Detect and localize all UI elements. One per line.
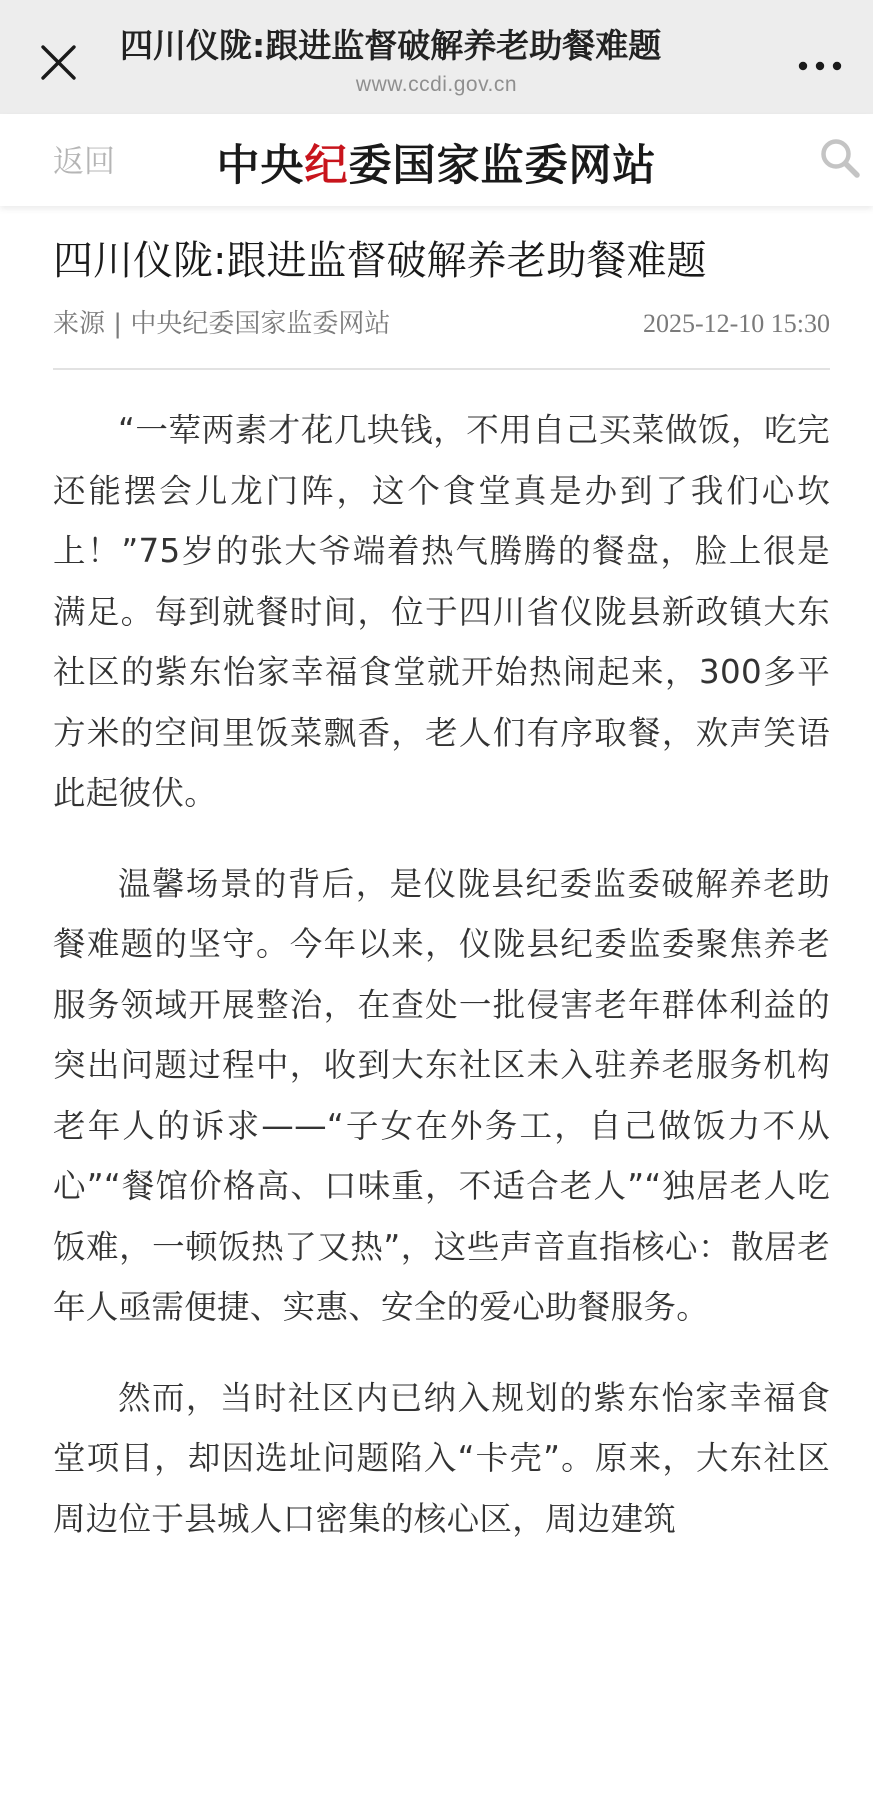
page-title-container: [120, 26, 730, 66]
article-paragraph: 温馨场景的背后，是仪陇县纪委监委破解养老助餐难题的坚守。今年以来，仪陇县纪委监委聚焦养老服务领域开展整治，在查处一批侵害老年群体利益的突出问题过程中，收到大东社区未入驻养老服务机构老年人的诉求——“子女在外务工，自己做饭力不从心”“餐馆价格高、口味重，不适合老人”“独居老人吃饭难，一顿饭热了又热”，这些声音直指核心：散居老年人亟需便捷、实惠、安全的爱心助餐服务。: [53, 864, 830, 1326]
article-paragraph: “一荤两素才花几块钱，不用自己买菜做饭，吃完还能摆会儿龙门阵，这个食堂真是办到了我们心坎上！”75岁的张大爷端着热气腾腾的餐盘，脸上很是满足。每到就餐时间，位于四川省仪陇县新政镇大东社区的紫东怡家幸福食堂就开始热闹起来，300多平方米的空间里饭菜飘香，老人们有序取餐，欢声笑语此起彼伏。: [53, 411, 830, 812]
divider: [53, 368, 830, 370]
article-meta: [53, 304, 830, 344]
source-name: 中央纪委国家监委网站: [130, 309, 391, 339]
article-title: 四川仪陇:跟进监督破解养老助餐难题: [53, 238, 707, 284]
page-url: www.ccdi.gov.cn: [355, 73, 518, 96]
more-options-button[interactable]: [796, 54, 846, 78]
back-link[interactable]: 返回: [53, 144, 115, 180]
site-logo[interactable]: [0, 132, 873, 193]
search-icon: [818, 136, 862, 180]
article: [53, 206, 830, 1579]
search-button[interactable]: [818, 136, 862, 180]
article-paragraph: 然而，当时社区内已纳入规划的紫东怡家幸福食堂项目，却因选址问题陷入“卡壳”。原来，大东社区周边位于县城人口密集的核心区，周边建筑: [53, 1378, 830, 1538]
page-title: 四川仪陇:跟进监督破解养老助餐难题: [120, 26, 662, 65]
source-label: 来源: [53, 309, 106, 339]
article-source: [53, 304, 390, 344]
site-logo-part1: 中央: [216, 141, 305, 191]
site-logo-part2: 委国家监委网站: [348, 141, 657, 191]
site-logo-accent: 纪: [304, 141, 349, 191]
site-header: [0, 114, 873, 206]
article-date: 2025-12-10 15:30: [642, 309, 830, 338]
more-dots-icon: [796, 54, 846, 78]
source-separator: |: [113, 309, 123, 339]
article-body: [53, 400, 830, 1549]
browser-title-bar: [0, 0, 873, 114]
